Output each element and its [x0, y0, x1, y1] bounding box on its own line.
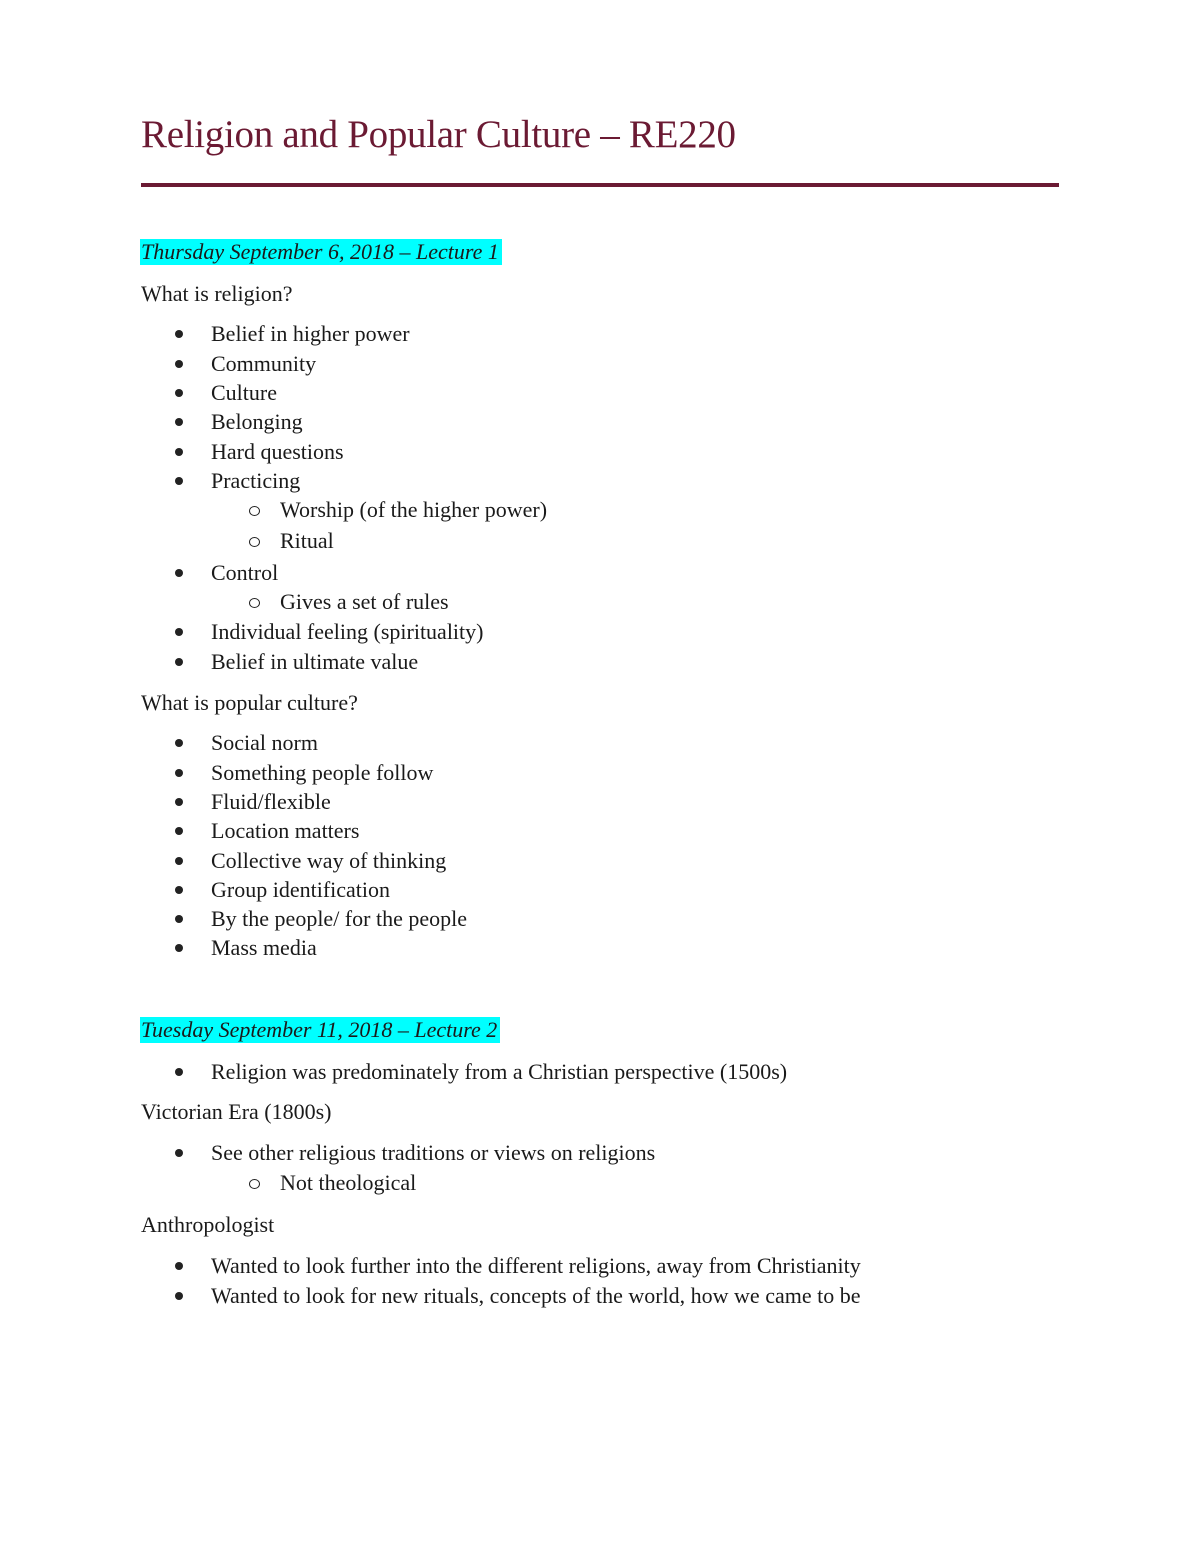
hollow-bullet-icon [249, 1179, 260, 1189]
question-religion: What is religion? [141, 281, 293, 306]
bullet-icon [175, 330, 183, 338]
bullet-icon [175, 1262, 183, 1270]
section-anthropologist: Anthropologist [141, 1212, 275, 1237]
bullet-icon [175, 1149, 183, 1157]
bullet-icon [175, 886, 183, 894]
bullet-icon [175, 944, 183, 952]
bullet-icon [175, 477, 183, 485]
bullet-icon [175, 658, 183, 666]
bullet-icon [175, 739, 183, 747]
bullet-icon [175, 360, 183, 368]
bullet-icon [175, 1292, 183, 1300]
bullet-icon [175, 448, 183, 456]
title-divider [141, 183, 1059, 187]
bullet-icon [175, 798, 183, 806]
document-title: Religion and Popular Culture – RE220 [141, 113, 736, 156]
hollow-bullet-icon [249, 506, 260, 516]
question-popular-culture: What is popular culture? [141, 690, 358, 715]
lecture-1-heading: Thursday September 6, 2018 – Lecture 1 [140, 239, 502, 265]
bullet-icon [175, 569, 183, 577]
lecture-2-heading: Tuesday September 11, 2018 – Lecture 2 [140, 1017, 500, 1043]
bullet-icon [175, 418, 183, 426]
bullet-icon [175, 769, 183, 777]
hollow-bullet-icon [249, 598, 260, 608]
bullet-icon [175, 1068, 183, 1076]
bullet-icon [175, 827, 183, 835]
hollow-bullet-icon [249, 537, 260, 547]
bullet-icon [175, 389, 183, 397]
bullet-icon [175, 857, 183, 865]
section-victorian-era: Victorian Era (1800s) [141, 1099, 332, 1124]
document-page: Religion and Popular Culture – RE220 Thursday September 6, 2018 – Lecture 1 What is religion? Belief in higher power Community Culture Belonging Hard questions Practicing Worship (of the higher power) Ritual Control Gives a set of rules Individual feeling (spirituality) Belief in ultimate value What is popular culture? Social norm Something people follow Fluid/flexible Location matters Collective way of thinking Group identification By the people/ for the people Mass media Tuesday September 11, 2018 – Lecture 2 Religion was predominately from a Christian perspective (1500s) Victorian Era (1800s) See other religious traditions or views on religions Not theological Anthropologist Wanted to look further into the different religions, away from Christianity Wanted to look for new rituals, concepts of the world, how we came to be [0, 0, 1200, 1553]
bullet-icon [175, 915, 183, 923]
bullet-icon [175, 628, 183, 636]
